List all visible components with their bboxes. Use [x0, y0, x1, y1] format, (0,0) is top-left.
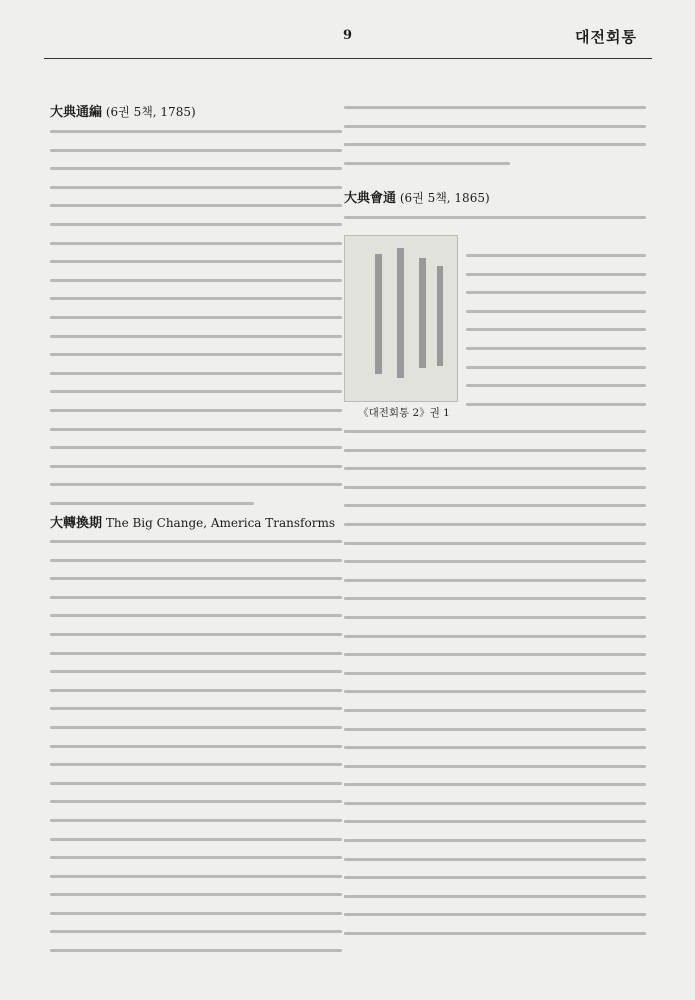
page-header — [0, 0, 695, 60]
entry-heading — [50, 104, 196, 121]
page-number: 9 — [342, 28, 353, 43]
entry-meta: (6권 5책, 1785) — [105, 105, 196, 119]
header-rule — [44, 58, 652, 59]
entry-title: 大典通編 — [50, 105, 103, 120]
figure-caption: 《대전회통 2》권 1 — [358, 407, 450, 419]
entry-body-lines — [466, 254, 646, 421]
entry-body-lines — [344, 430, 646, 951]
document-photo — [344, 235, 458, 402]
entry-title: 大典會通 — [344, 191, 397, 206]
entry-heading — [344, 190, 490, 207]
entry-body-lines — [344, 106, 646, 180]
running-title: 대전회통 — [575, 28, 637, 46]
entry-body-lines — [50, 130, 342, 520]
entry-meta: (6권 5책, 1865) — [399, 191, 490, 205]
entry-heading — [50, 515, 335, 532]
entry-meta: The Big Change, America Transforms — [105, 516, 335, 530]
entry-body-lines — [344, 216, 646, 235]
entry-title: 大轉換期 — [50, 516, 103, 531]
entry-body-lines — [50, 540, 342, 968]
